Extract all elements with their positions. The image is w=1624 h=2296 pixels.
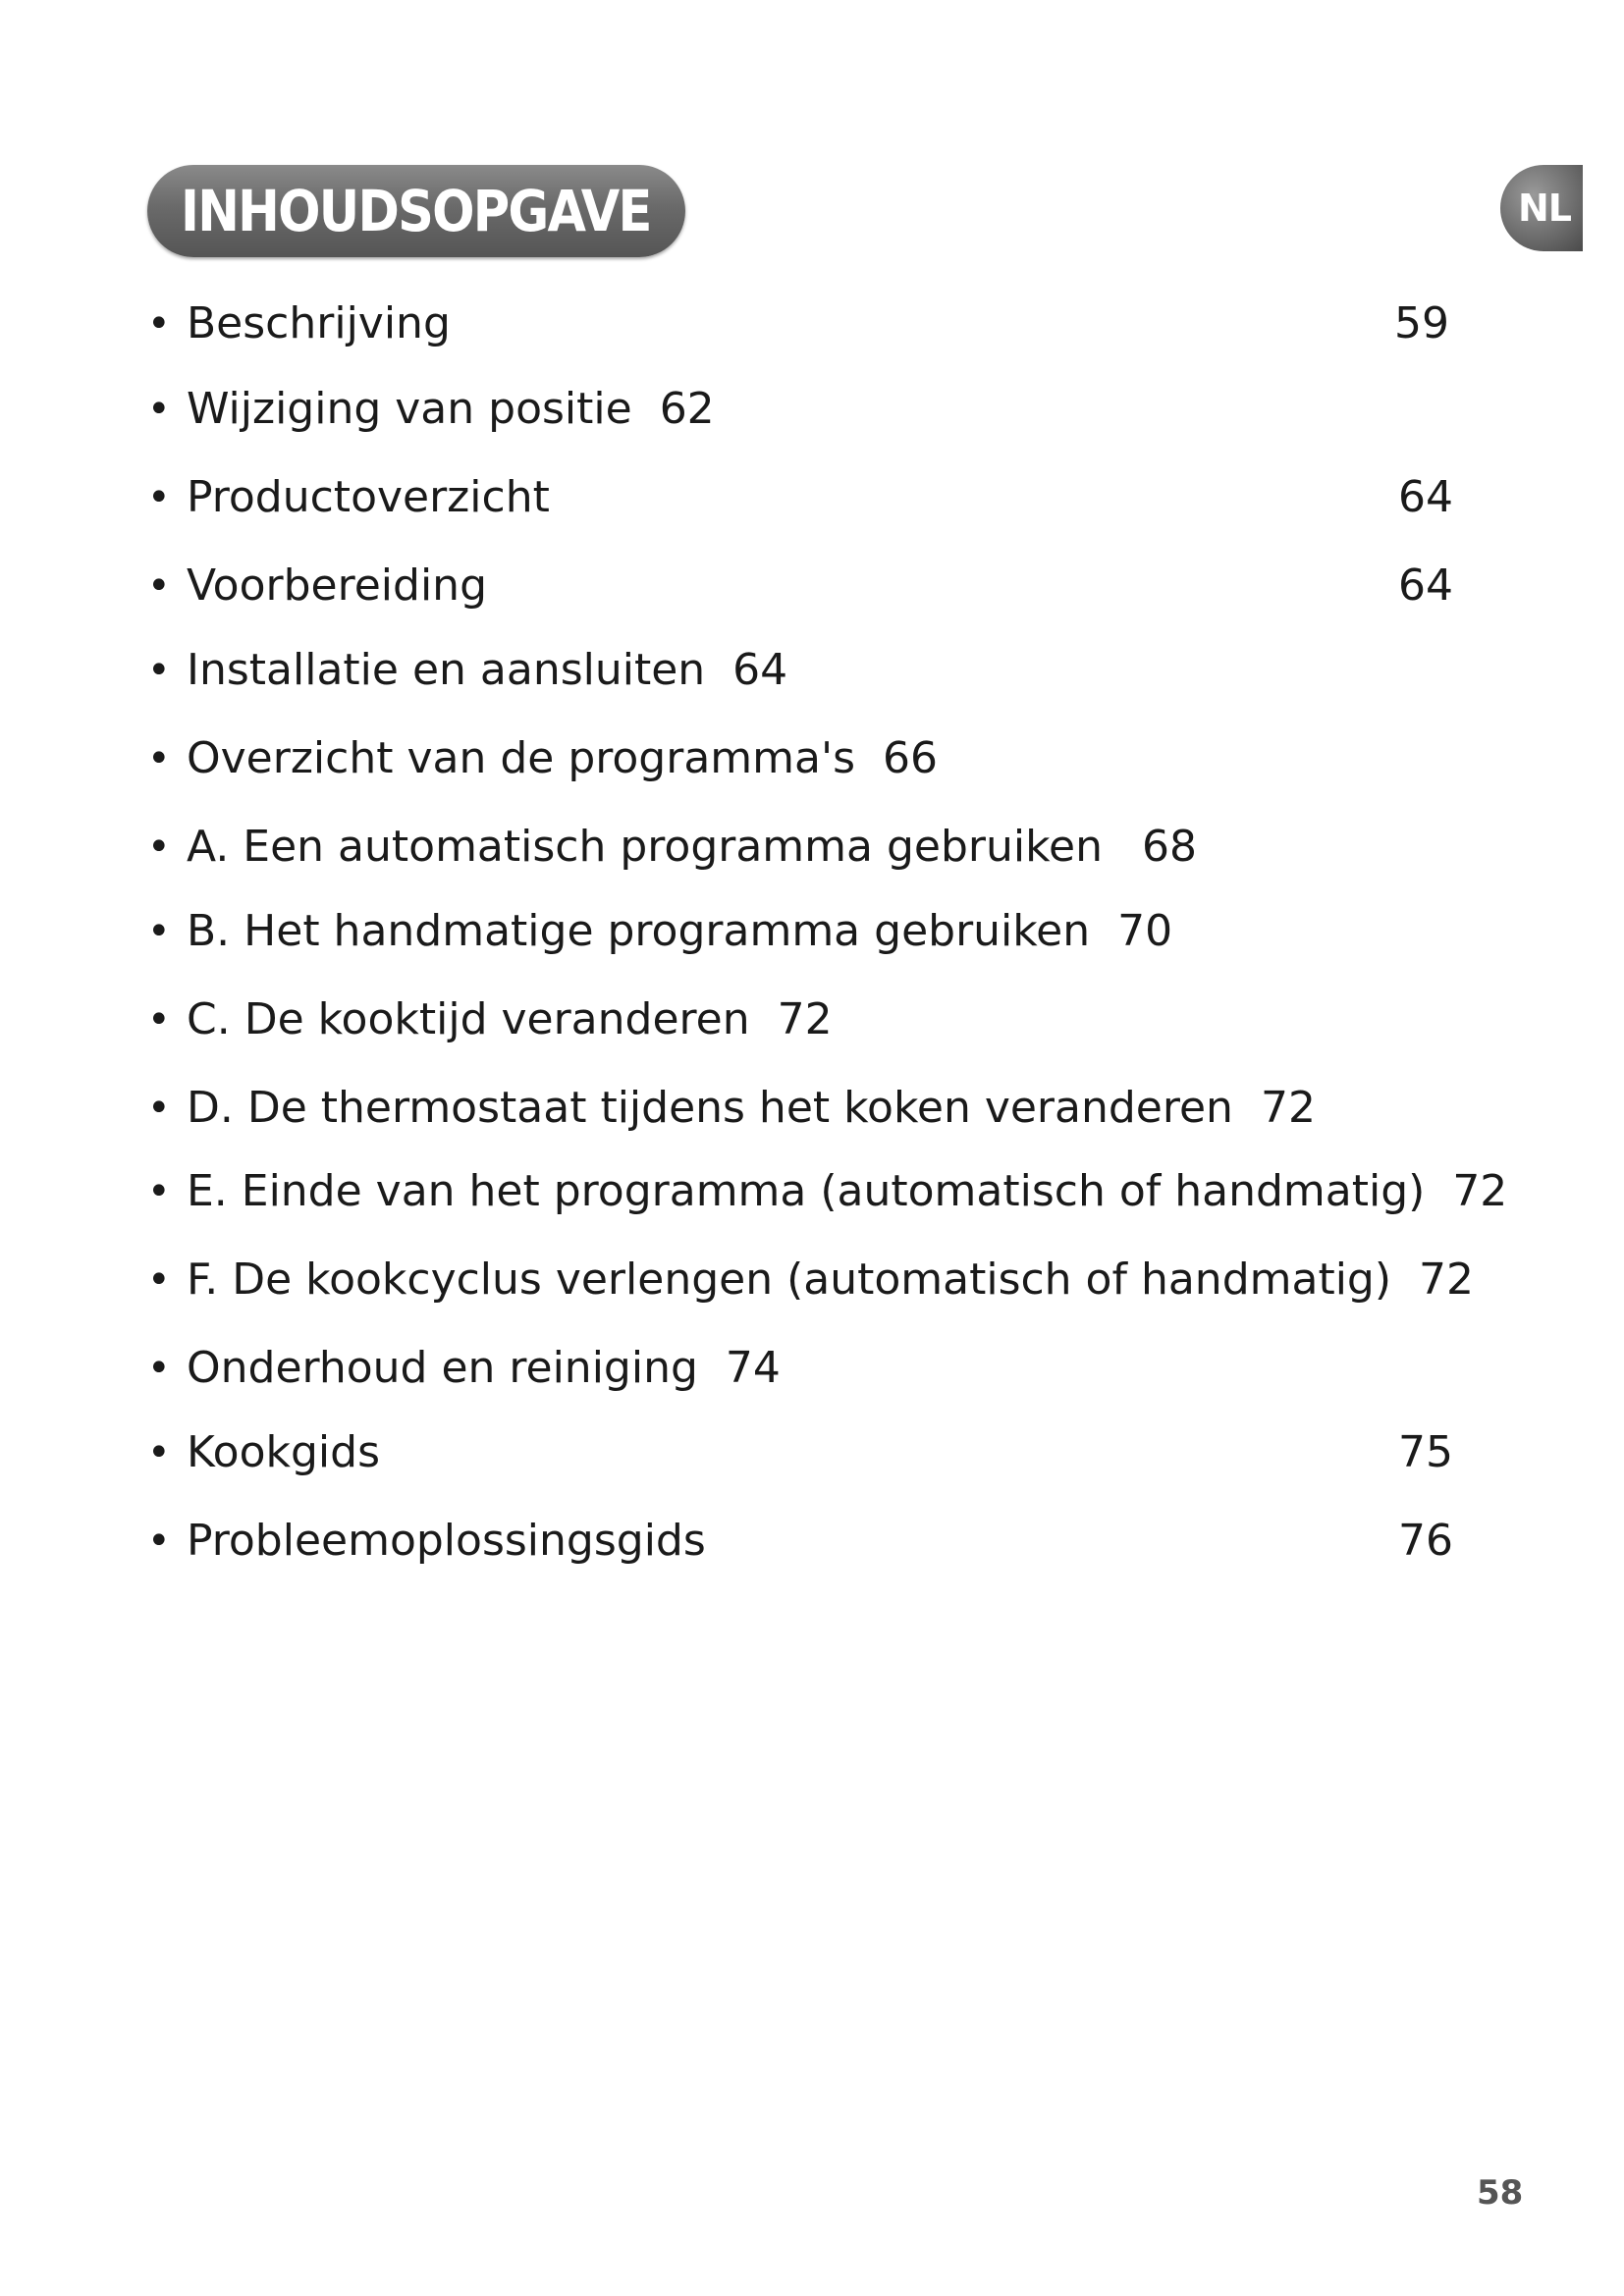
- toc-entry[interactable]: [147, 1512, 1453, 1571]
- toc-entry-label: B. Het handmatige programma gebruiken: [187, 906, 1091, 956]
- toc-entry-page: 72: [777, 994, 833, 1044]
- toc-entry[interactable]: [147, 818, 1453, 877]
- bullet-icon: •: [147, 648, 171, 693]
- toc-entry-label: Productoverzicht: [187, 472, 550, 522]
- toc-entry-label: Onderhoud en reiniging: [187, 1343, 698, 1393]
- toc-entry-page: 74: [725, 1343, 781, 1393]
- bullet-icon: •: [147, 1430, 171, 1475]
- toc-entry-page: 68: [1141, 822, 1197, 872]
- toc-entry[interactable]: [147, 1079, 1453, 1138]
- language-tab: [1500, 165, 1583, 251]
- toc-entry-label: Installatie en aansluiten: [187, 645, 706, 695]
- toc-entry-page: 66: [883, 733, 938, 783]
- toc-entry-page: 70: [1117, 906, 1173, 956]
- bullet-icon: •: [147, 563, 171, 609]
- toc-entry-page: 76: [1398, 1516, 1453, 1566]
- bullet-icon: •: [147, 909, 171, 954]
- toc-entry-label: E. Einde van het programma (automatisch of handmatig): [187, 1166, 1426, 1216]
- toc-entry-page: 62: [659, 384, 715, 434]
- toc-entry-label: Beschrijving: [187, 298, 451, 348]
- toc-entry-page: 72: [1419, 1255, 1475, 1305]
- toc-entry[interactable]: [147, 990, 1453, 1049]
- bullet-icon: •: [147, 1519, 171, 1564]
- toc-entry[interactable]: [147, 557, 1453, 615]
- toc-entry-page: 64: [732, 645, 788, 695]
- bullet-icon: •: [147, 301, 171, 347]
- section-title: INHOUDSOPGAVE: [181, 178, 651, 244]
- toc-entry-label: C. De kooktijd veranderen: [187, 994, 750, 1044]
- toc-entry-page: 75: [1398, 1427, 1453, 1477]
- bullet-icon: •: [147, 387, 171, 432]
- toc-entry[interactable]: [147, 641, 1453, 700]
- toc-entry-label: Probleemoplossingsgids: [187, 1516, 706, 1566]
- bullet-icon: •: [147, 1346, 171, 1391]
- bullet-icon: •: [147, 475, 171, 520]
- page-number: 58: [1477, 2173, 1524, 2213]
- toc-entry[interactable]: [147, 468, 1453, 527]
- toc-entry-page: 64: [1398, 472, 1453, 522]
- toc-entry-label: Overzicht van de programma's: [187, 733, 855, 783]
- toc-entry[interactable]: [147, 1423, 1453, 1482]
- toc-entry[interactable]: [147, 294, 1453, 353]
- bullet-icon: •: [147, 997, 171, 1042]
- toc-entry-label: Wijziging van positie: [187, 384, 632, 434]
- bullet-icon: •: [147, 1257, 171, 1303]
- toc-entry-label: F. De kookcyclus verlengen (automatisch of handmatig): [187, 1255, 1392, 1305]
- toc-entry-page: 64: [1398, 561, 1453, 611]
- toc-entry[interactable]: [147, 1339, 1453, 1398]
- language-code: NL: [1518, 187, 1572, 230]
- bullet-icon: •: [147, 1086, 171, 1131]
- toc-entry-page: 72: [1452, 1166, 1508, 1216]
- toc-entry-page: 72: [1260, 1083, 1316, 1133]
- toc-entry[interactable]: [147, 729, 1453, 788]
- bullet-icon: •: [147, 825, 171, 870]
- toc-entry-label: A. Een automatisch programma gebruiken: [187, 822, 1103, 872]
- toc-entry[interactable]: [147, 380, 1453, 439]
- toc-entry-page: 59: [1394, 298, 1449, 348]
- table-of-contents: [147, 0, 1508, 1669]
- toc-entry-label: Voorbereiding: [187, 561, 488, 611]
- bullet-icon: •: [147, 1169, 171, 1214]
- toc-entry-label: D. De thermostaat tijdens het koken veranderen: [187, 1083, 1233, 1133]
- toc-entry[interactable]: [147, 1251, 1475, 1309]
- toc-entry-label: Kookgids: [187, 1427, 380, 1477]
- bullet-icon: •: [147, 736, 171, 781]
- toc-entry[interactable]: [147, 1162, 1508, 1221]
- toc-entry[interactable]: [147, 902, 1453, 961]
